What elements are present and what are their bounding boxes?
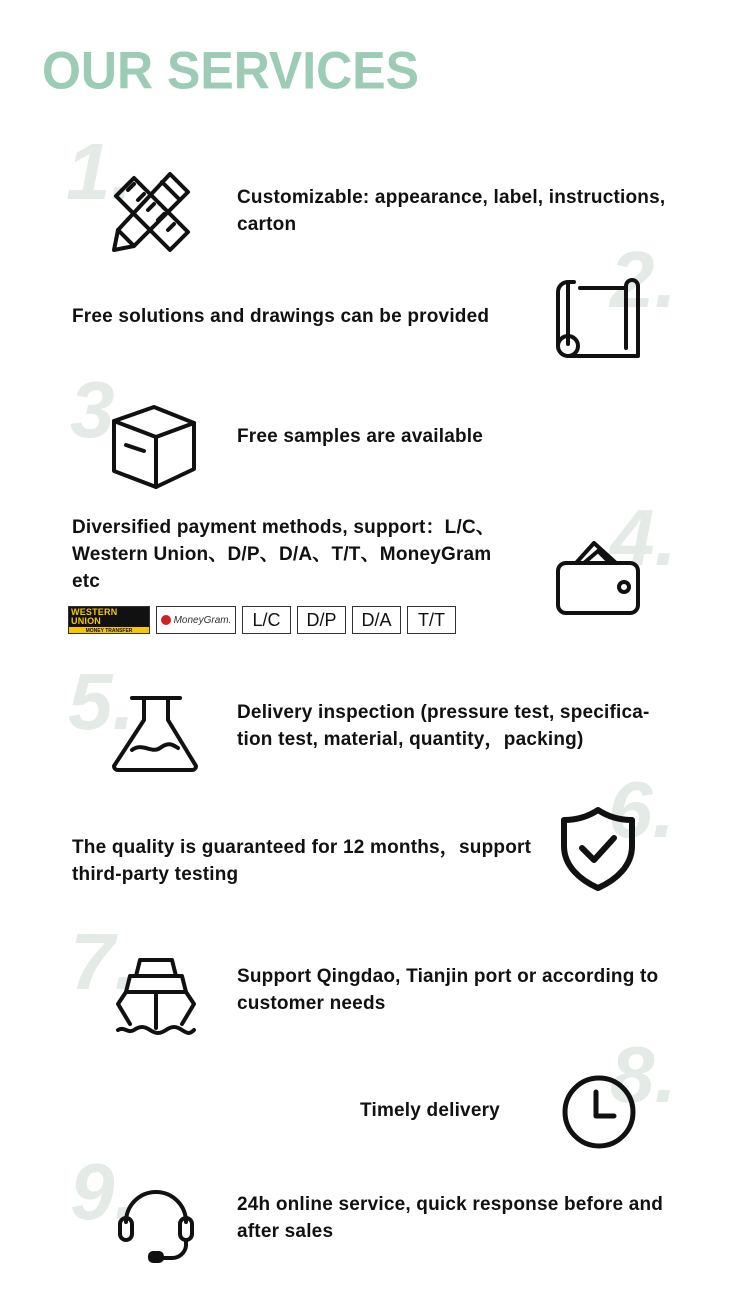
western-union-logo: WESTERN UNION MONEY TRANSFER — [68, 606, 150, 634]
headset-icon — [116, 1184, 196, 1264]
service-text-7: Support Qingdao, Tianjin port or according to customer needs — [237, 966, 659, 1014]
moneygram-logo: MoneyGram. — [156, 606, 236, 634]
service-text-6: The quality is guaranteed for 12 months，support third-party testing — [72, 837, 532, 885]
flask-icon — [108, 694, 200, 774]
service-number-4: 4. — [610, 493, 677, 582]
service-number-6: 6. — [608, 765, 675, 854]
page-title: OUR SERVICES — [42, 41, 419, 100]
payment-tt: T/T — [407, 606, 456, 634]
service-number-5: 5. — [68, 657, 135, 746]
shield-check-icon — [560, 806, 636, 892]
service-number-8: 8. — [610, 1030, 677, 1119]
service-text-8: Timely delivery — [360, 1100, 500, 1121]
service-text-5: Delivery inspection (pressure test, specifica-tion test, material, quantity，packing) — [237, 702, 650, 750]
service-text-1: Customizable: appearance, label, instructions, carton — [237, 187, 666, 235]
ship-icon — [114, 956, 198, 1036]
service-text-9: 24h online service, quick response before and after sales — [237, 1194, 664, 1242]
pencil-ruler-icon — [108, 170, 196, 254]
scroll-drawing-icon — [554, 278, 642, 360]
payment-methods-row — [68, 606, 456, 636]
wallet-icon — [554, 535, 642, 617]
service-number-9: 9. — [70, 1147, 137, 1236]
payment-dp: D/P — [297, 606, 346, 634]
service-number-1: 1. — [66, 127, 133, 216]
service-number-3: 3 — [70, 365, 115, 454]
clock-icon — [560, 1074, 638, 1150]
payment-da: D/A — [352, 606, 401, 634]
box-icon — [110, 403, 198, 489]
moneygram-mark-icon — [161, 615, 171, 625]
service-text-2: Free solutions and drawings can be provided — [72, 306, 490, 327]
payment-lc: L/C — [242, 606, 291, 634]
service-number-7: 7. — [70, 917, 137, 1006]
service-text-4: Diversified payment methods, support：L/C、Western Union、D/P、D/A、T/T、MoneyGram etc — [72, 517, 496, 592]
service-number-2: 2. — [610, 235, 677, 324]
service-text-3: Free samples are available — [237, 426, 484, 447]
